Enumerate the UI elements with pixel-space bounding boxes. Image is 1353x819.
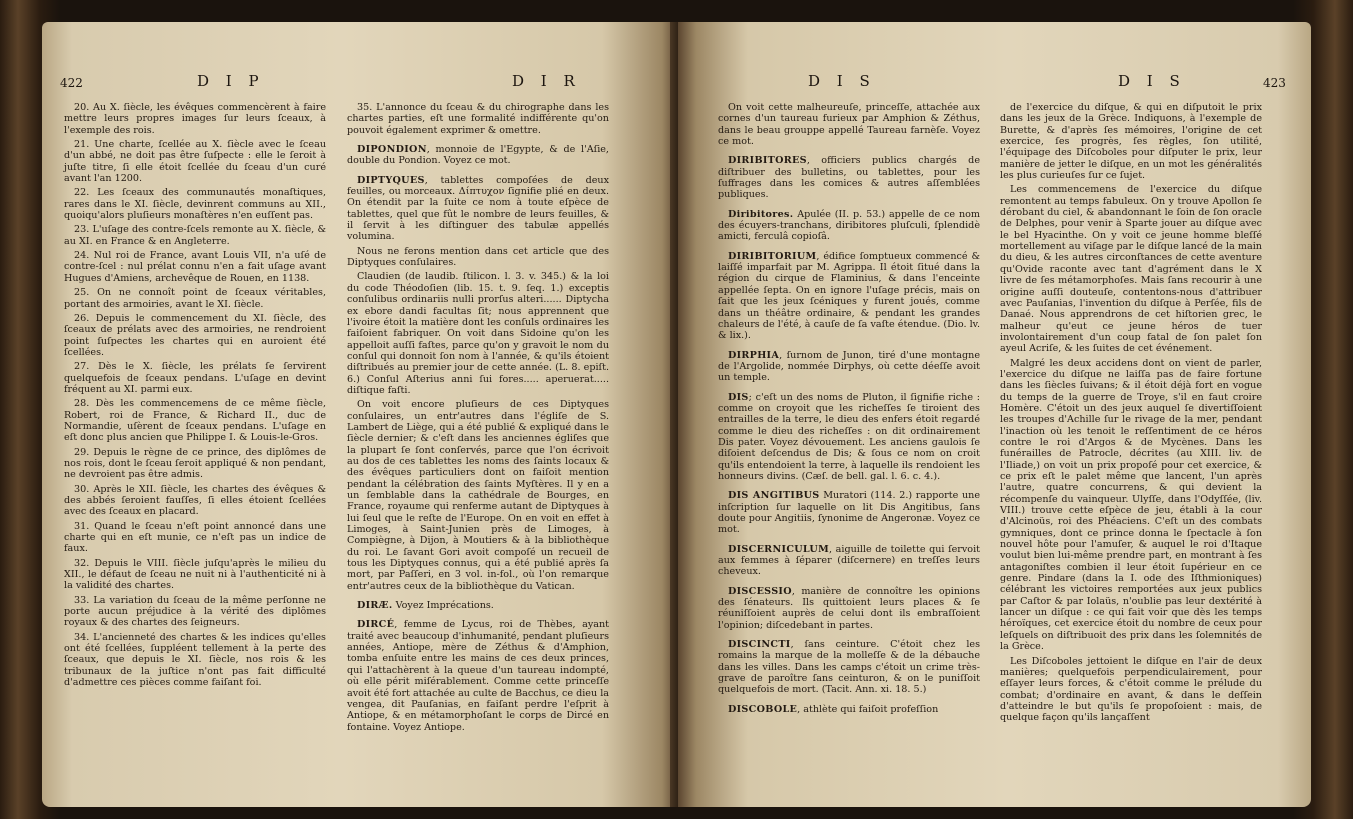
paragraph-text: 28. Dès les commencemens de ce même ſiècle, Robert, roi de France, & Richard II., duc de Normandie, uſèrent de ſceaux pendans. L'uſage en eſt donc plus ancien que Philippe I. & Louis-le-Gros.	[64, 398, 326, 444]
paragraph	[64, 250, 326, 284]
headword: Diribitores.	[728, 208, 794, 220]
paragraph	[347, 246, 609, 269]
paragraph-text: 26. Depuis le commencement du XI. ſiècle, des ſceaux de prélats avec des armoiries, ne rendroient point ſuſpectes les chartes qui en auroient été ſcellées.	[64, 312, 326, 358]
paragraph-text: 35. L'annonce du ſceau & du chirographe dans les chartes parties, eſt une formalité indifférente qu'on pouvoit également exprimer & omettre.	[347, 102, 609, 136]
paragraph-text: Muratori (114. 2.) rapporte une inſcription ſur laquelle on lit Dis Angitibus, ſans doute pour Angitiis, ſynonime de Angeronæ. Voyez ce mot.	[718, 490, 980, 536]
paragraph	[347, 175, 609, 243]
paragraph-text: Claudien (de laudib. ſtilicon. l. 3. v. 345.) & la loi du code Théodoſien (lib. 15. t. 9. ſeq. 1.) exceptis conſulibus ordinariis nulli prorſus alteri...... Diptycha ex ebore dandi facultas ſit; nous apprennent que l'ivoire étoit la matière dont les conſuls ordinaires les faiſoient fabriquer. On voit dans Sidoine qu'on les appelloit auſſi faſtes, parce qu'on y gravoit le nom du conſul qui donnoit ſon nom à l'année, & qu'ils étoient diſtribués au premier jour de cette année. (L. 8. epiſt. 6.) Conſul Aſterius anni ſui fores..... aperuerat..... diſtique faſti.	[347, 271, 609, 396]
paragraph-text: Voyez Imprécations.	[392, 600, 494, 612]
text-column	[1000, 102, 1262, 727]
headword: DIRIBITORIUM	[728, 250, 817, 262]
right-page	[678, 22, 1311, 807]
paragraph-text: , monnoie de l'Egypte, & de l'Aſie, double du Pondion. Voyez ce mot.	[347, 144, 609, 167]
paragraph	[64, 558, 326, 592]
paragraph	[1000, 102, 1262, 181]
headword: DISCOBOLE	[728, 703, 798, 715]
paragraph-text: , tablettes compoſées de deux feuilles, ou morceaux. Δίπτυχον ſignifie plié en deux. On étendit par la ſuite ce nom à toute eſpèce de tablettes, quel que fût le nombre de leurs feuilles, & il ſervit à les diſtinguer des tabulæ appellés volumina.	[347, 174, 609, 243]
running-head-left: D I S	[808, 72, 876, 90]
paragraph-text: Apulée (II. p. 53.) appelle de ce nom des écuyers-tranchans, diribitores pluſculi, ſplendidè amicti, ferculâ copioſâ.	[718, 208, 980, 243]
paragraph	[64, 313, 326, 358]
paragraph-text: , ſans ceinture. C'étoit chez les romains la marque de la molleſſe & de la débauche dans les villes. Dans les camps c'étoit un crime très-grave de paroître ſans ceinturon, & on le puniſſoit quelquefois de mort. (Tacit. Ann. xi. 18. 5.)	[718, 639, 980, 696]
paragraph-text: 25. On ne connoît point de ſceaux véritables, portant des armoiries, avant le XI. ſiècle.	[64, 287, 326, 310]
paragraph	[64, 447, 326, 481]
paragraph	[718, 251, 980, 342]
paragraph-text: 27. Dès le X. ſiècle, les prélats ſe ſervirent quelquefois de ſceaux pendans. L'uſage en devint fréquent au XI. parmi eux.	[64, 361, 326, 395]
paragraph-text: 21. Une charte, ſcellée au X. ſiècle avec le ſceau d'un abbé, ne doit pas être ſuſpecte : elle le ſeroit à juſte titre, ſi elle étoit ſcellée du ſceau d'un curé avant l'an 1200.	[64, 139, 326, 185]
paragraph	[718, 704, 980, 715]
headword: DIS	[728, 391, 749, 403]
paragraph	[718, 102, 980, 147]
paragraph	[347, 271, 609, 396]
text-column	[347, 102, 609, 736]
paragraph-text: 22. Les ſceaux des communautés monaſtiques, rares dans le XI. ſiècle, devinrent communs au XII., quoiqu'alors pluſieurs monaſtères n'en euſſent pas.	[64, 187, 326, 222]
paragraph	[64, 484, 326, 518]
headword: DIRIBITORES	[728, 155, 807, 167]
paragraph	[718, 155, 980, 200]
headword: DIRPHIA	[728, 349, 780, 361]
paragraph	[718, 209, 980, 243]
paragraph	[64, 361, 326, 395]
paragraph-text: 34. L'ancienneté des chartes & les indices qu'elles ont été ſcellées, ſuppléent tellement à la perte des ſceaux, que depuis le XI. ſiècle, nos rois & les tribunaux de la juſtice n'ont pas fait difficulté d'admettre ces pièces comme faiſant foi.	[64, 631, 326, 689]
paragraph-text: On voit encore pluſieurs de ces Diptyques conſulaires, un entr'autres dans l'égliſe de S. Lambert de Liège, qui a été publié & expliqué dans le ſiècle dernier; & c'eſt dans les anciennes égliſes que la plupart ſe ſont conſervés, parce que l'on écrivoit au dos de ces tablettes les noms des ſaints locaux & des évêques particuliers dont on faiſoit mention pendant la célébration des ſaints Myſtères. Il y en a un ſemblable dans la cathédrale de Bourges, en France, royaume qui renferme autant de Diptyques à lui ſeul que le reſte de l'Europe. On en voit en effet à Limoges, à Saint-Junien près de Limoges, à Compiègne, à Dijon, à Moutiers & à la bibliothèque du roi. Le ſavant Gori avoit compoſé un recueil de tous les Diptyques connus, qui a été publié après ſa mort, par Paſſeri, en 3 vol. in-fol., où l'on remarque entr'autres ceux de la bibliothèque du Vatican.	[347, 399, 609, 592]
headword: DISCINCTI	[728, 639, 791, 651]
paragraph	[347, 600, 609, 611]
headword: DIRCÉ	[357, 619, 395, 631]
paragraph-text: , édifice ſomptueux commencé & laiſſé imparfait par M. Agrippa. Il étoit ſitué dans la région du cirque de Flaminius, & dans l'enceinte appellée ſepta. On en ignore l'uſage précis, mais on ſait que les jeux ſcéniques y furent joués, comme dans un théâtre ordinaire, & pendant les grandes chaleurs de l'été, à cauſe de ſa vaſte étendue. (Dio. lv. & lix.).	[718, 250, 980, 342]
paragraph-text: , aiguille de toilette qui ſervoit aux femmes à ſéparer (diſcernere) en treſſes leurs cheveux.	[718, 543, 980, 578]
running-head-right: D I R	[512, 72, 581, 90]
paragraph	[64, 139, 326, 184]
paragraph-text: , femme de Lycus, roi de Thèbes, ayant traité avec beaucoup d'inhumanité, pendant pluſieurs années, Antiope, mère de Zéthus & d'Amphion, tomba enſuite entre les mains de ces deux princes, qui l'attachèrent à la queue d'un taureau indompté, où elle périt miſérablement. Comme cette princeſſe avoit été fort attachée au culte de Bacchus, ce dieu la vengea, dit Pauſanias, en faiſant perdre l'eſprit à Antiope, & en métamorphoſant le corps de Dircé en fontaine. Voyez Antiope.	[347, 619, 609, 733]
paragraph	[718, 544, 980, 578]
paragraph	[64, 287, 326, 310]
paragraph	[347, 399, 609, 592]
paragraph	[1000, 656, 1262, 724]
paragraph-text: , officiers publics chargés de diſtribuer des bulletins, ou tablettes, pour les ſuffrages dans les comices & autres aſſemblées publiques.	[718, 155, 980, 201]
paragraph	[64, 521, 326, 555]
paragraph	[64, 102, 326, 136]
headword: DIS ANGITIBUS	[728, 490, 820, 502]
paragraph	[718, 490, 980, 535]
paragraph-text: , manière de connoître les opinions des ſénateurs. Ils quittoient leurs places & ſe réuniſſoient auprès de celui dont ils embraſſoient l'opinion; diſcedebant in partes.	[718, 585, 980, 631]
paragraph-text: , ſurnom de Junon, tiré d'une montagne de l'Argolide, nommée Dirphys, où cette déeſſe avoit un temple.	[718, 349, 980, 384]
paragraph-text: ; c'eſt un des noms de Pluton, il ſignifie riche : comme on croyoit que les richeſſes ſe tiroient des entrailles de la terre, le dieu des enfers étoit regardé comme le dieu des richeſſes : on dit ordinairement Dis pater. Voyez dévouement. Les anciens gaulois ſe diſoient deſcendus de Dis; & ſous ce nom on croit qu'ils entendoient la terre, à laquelle ils rendoient les honneurs divins. (Cæſ. de bell. gal. l. 6. c. 4.).	[718, 391, 980, 482]
paragraph	[1000, 184, 1262, 354]
paragraph-text: 33. La variation du ſceau de la même perſonne ne porte aucun préjudice à la vérité des diplômes royaux & des chartes des ſeigneurs.	[64, 594, 326, 629]
paragraph-text: Les commencemens de l'exercice du diſque remontent au temps fabuleux. On y trouve Apollon ſe dérobant du ciel, & abandonnant le ſoin de ſon oracle de Delphes, pour venir à Sparte jouer au diſque avec le bel Hyacinthe. On y voit ce jeune homme bleſſé mortellement au viſage par le diſque lancé de la main du dieu, & les autres circonſtances de cette aventure qu'Ovide raconte avec tant d'agrément dans le X livre de ſes métamorphoſes. Mais ſans recourir à une origine auſſi douteuſe, contentons-nous d'attribuer avec Pauſanias, l'invention du diſque à Perſée, fils de Danaé. Nous apprendrons de cet hiſtorien grec, le malheur qu'eut ce jeune héros de tuer involontairement d'un coup fatal de ſon palet ſon ayeul Acriſe, & les ſuites de cet événement.	[1000, 184, 1262, 355]
running-head-left: D I P	[197, 72, 265, 90]
paragraph	[718, 586, 980, 631]
paragraph-text: , athlète qui faiſoit profeſſion	[797, 703, 939, 715]
paragraph	[64, 398, 326, 443]
paragraph	[718, 350, 980, 384]
page-number: 422	[60, 76, 83, 90]
paragraph-text: de l'exercice du diſque, & qui en diſputoit le prix dans les jeux de la Grèce. Indiquons, à l'exemple de Burette, & d'après ſes mémoires, l'origine de cet exercice, ſes progrès, ſes règles, ſon utilité, l'équipage des Diſcoboles pour diſputer le prix, leur manière de jetter le diſque, en un mot les généralités les plus curieuſes ſur ce ſujet.	[1000, 102, 1262, 182]
text-column	[718, 102, 980, 718]
running-head-right: D I S	[1118, 72, 1186, 90]
paragraph-text: 29. Depuis le règne de ce prince, des diplômes de nos rois, dont le ſceau ſeroit appliqué & non pendant, ne devroient pas être admis.	[64, 446, 326, 481]
paragraph	[718, 639, 980, 696]
paragraph	[64, 595, 326, 629]
headword: DISCESSIO	[728, 585, 792, 597]
paragraph-text: Nous ne ferons mention dans cet article que des Diptyques conſulaires.	[347, 245, 609, 269]
paragraph-text: 32. Depuis le VIII. ſiècle juſqu'après le milieu du XII., le défaut de ſceau ne nuit ni à l'authenticité ni à la validité des chartes.	[64, 557, 326, 592]
paragraph	[64, 632, 326, 689]
paragraph-text: On voit cette malheureuſe, princeſſe, attachée aux cornes d'un taureau furieux par Amphion & Zéthus, dans le beau grouppe appellé Taureau farnèſe. Voyez ce mot.	[718, 102, 980, 148]
headword: DIRÆ.	[357, 600, 393, 612]
paragraph-text: 20. Au X. ſiècle, les évêques commencèrent à faire mettre leurs propres images ſur leurs ſceaux, à l'exemple des rois.	[64, 102, 326, 136]
paragraph	[718, 392, 980, 483]
headword: DIPTYQUES	[357, 174, 425, 186]
paragraph-text: Malgré les deux accidens dont on vient de parler, l'exercice du diſque ne laiſſa pas de faire fortune dans les ſiècles ſuivans; & il étoit déjà fort en vogue du temps de la guerre de Troye, s'il en faut croire Homère. C'étoit un des jeux auquel ſe divertiſſoient les troupes d'Achille ſur le rivage de la mer, pendant l'inaction où les tenoit le reſſentiment de ce héros contre le roi d'Argos & de Mycènes. Dans les funérailles de Patrocle, décrites (au XIII. liv. de l'Iliade,) on voit un prix propoſé pour cet exercice, & ce prix eſt le palet même que lancent, l'un après l'autre, quatre concurrens, & qui devient la récompenſe du vainqueur. Ulyſſe, dans l'Odyſſée, (liv. VIII.) trouve cette eſpèce de jeu, établi à la cour d'Alcinoüs, roi des Phéaciens. C'eſt un des combats gymniques, dont ce prince donna le ſpectacle à ſon nouvel hôte pour l'amuſer, & auquel le roi d'Itaque voulut bien lui-même prendre part, en montrant à ſes antagoniſtes combien il leur étoit ſupérieur en ce genre. Pindare (dans la I. ode des Iſthmioniques) célébrant les victoires remportées aux jeux publics par Caſtor & par Iolaüs, n'oublie pas leur dextérité à lancer un diſque : ce qui fait voir que dès les temps héroïques, cet exercice étoit du nombre de ceux pour leſquels on diſtribuoit des prix dans les ſolemnités de la Grèce.	[1000, 357, 1262, 653]
page-number: 423	[1263, 76, 1286, 90]
headword: DISCERNICULUM	[728, 543, 830, 555]
paragraph-text: 30. Après le XII. ſiècle, les chartes des évêques & des abbés ſeroient fauſſes, ſi elles étoient ſcellées avec des ſceaux en placard.	[64, 483, 326, 518]
paragraph-text: 31. Quand le ſceau n'eſt point annoncé dans une charte qui en eſt munie, ce n'eſt pas un indice de faux.	[64, 520, 326, 555]
left-page	[42, 22, 678, 807]
paragraph-text: 24. Nul roi de France, avant Louis VII, n'a uſé de contre-ſcel : nul prélat connu n'en a fait uſage avant Hugues d'Amiens, archevêque de Rouen, en 1138.	[64, 250, 326, 284]
paragraph	[64, 224, 326, 247]
paragraph	[347, 619, 609, 732]
paragraph-text: Les Diſcoboles jettoient le diſque en l'air de deux manières; quelquefois perpendiculairement, pour eſſayer leurs forces, & c'étoit comme le prélude du combat; d'ordinaire en avant, & dans le deſſein d'atteindre le but qu'ils ſe propoſoient : mais, de quelque façon qu'ils lançaſſent	[1000, 655, 1262, 724]
paragraph	[347, 102, 609, 136]
paragraph	[1000, 358, 1262, 653]
paragraph-text: 23. L'uſage des contre-ſcels remonte au X. ſiècle, & au XI. en France & en Angleterre.	[64, 224, 326, 247]
headword: DIPONDION	[357, 144, 427, 156]
paragraph	[347, 144, 609, 167]
text-column	[64, 102, 326, 692]
paragraph	[64, 187, 326, 221]
